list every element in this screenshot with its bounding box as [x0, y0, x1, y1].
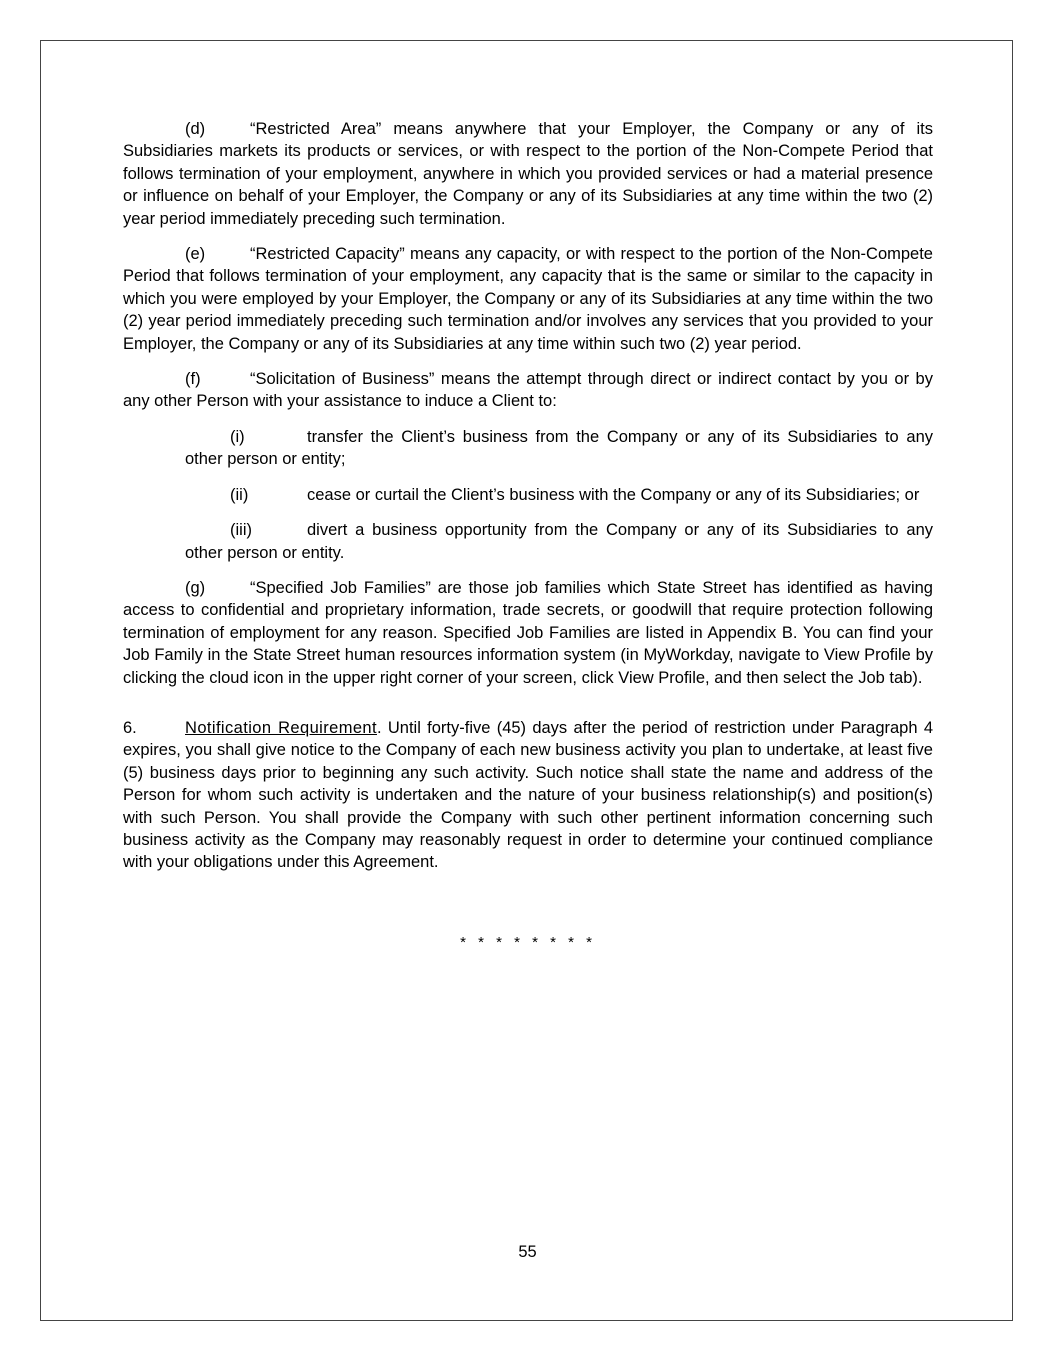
paragraph-d-label: (d) — [185, 120, 206, 138]
section-6-title: Notification Requirement — [185, 718, 377, 737]
paragraph-g — [123, 577, 933, 689]
subitem-ii — [185, 484, 933, 506]
paragraph-d-text: “Restricted Area” means anywhere that your Employer, the Company or any of its Subsidiaries markets its products or services, or with respect to the portion of the Non-Compete Period that follows termination of your employment, anywhere in which you provided services or had a material presence or influence on behalf of your Employer, the Company or any of its Subsidiaries at any time within the two (2) year period immediately preceding such termination. — [123, 120, 933, 228]
section-6-text: . Until forty-five (45) days after the period of restriction under Paragraph 4 expires, you shall give notice to the Company of each new business activity you plan to undertake, at least five (5) business days prior to beginning any such activity. Such notice shall state the name and address of the Person for whom such activity is undertaken and the nature of your business relationship(s) and position(s) with such Person. You shall provide the Company with such other pertinent information concerning such business activity as the Company may reasonably request in order to determine your continued compliance with your obligations under this Agreement. — [123, 718, 933, 872]
paragraph-f-label: (f) — [185, 370, 201, 389]
section-6-number: 6. — [123, 718, 137, 737]
page-number: 55 — [518, 1243, 537, 1261]
paragraph-e — [123, 243, 933, 355]
paragraph-e-text: “Restricted Capacity” means any capacity, or with respect to the portion of the Non-Compete Period that follows termination of your employment, any capacity that is the same or similar to the capacity in which you were employed by your Employer, the Company or any of its Subsidiaries at any time within the two (2) year period immediately preceding such termination and/or involves any services that you provided to your Employer, the Company or any of its Subsidiaries at any time within such two (2) year period. — [123, 245, 933, 353]
subitem-i-text: transfer the Client’s business from the Company or any of its Subsidiaries to any other person or entity; — [185, 427, 933, 469]
subitem-iii-label: (iii) — [230, 521, 252, 540]
paragraph-g-label: (g) — [185, 578, 206, 597]
asterisk-separator: * * * * * * * * — [460, 933, 596, 951]
subitem-i — [185, 426, 933, 471]
subitem-i-label: (i) — [230, 427, 245, 446]
paragraph-f-text: “Solicitation of Business” means the attempt through direct or indirect contact by you or by any other Person with your assistance to induce a Client to: — [123, 370, 933, 411]
subitem-iii — [185, 519, 933, 564]
page-content — [123, 118, 933, 954]
paragraph-e-label: (e) — [185, 245, 206, 264]
subitem-ii-text: cease or curtail the Client’s business with the Company or any of its Subsidiaries; or — [307, 485, 920, 504]
subitem-iii-text: divert a business opportunity from the Company or any of its Subsidiaries to any other person or entity. — [185, 521, 933, 562]
paragraph-f — [123, 368, 933, 413]
section-6 — [123, 717, 933, 874]
subitem-ii-label: (ii) — [230, 485, 249, 504]
paragraph-d — [123, 118, 933, 230]
paragraph-g-text: “Specified Job Families” are those job families which State Street has identified as having access to confidential and proprietary information, trade secrets, or goodwill that require protection following termination of employment for any reason. Specified Job Families are listed in Appendix B. You can find your Job Family in the State Street human resources information system (in MyWorkday, navigate to View Profile by clicking the cloud icon in the upper right corner of your screen, click View Profile, and then select the Job tab). — [123, 578, 933, 687]
